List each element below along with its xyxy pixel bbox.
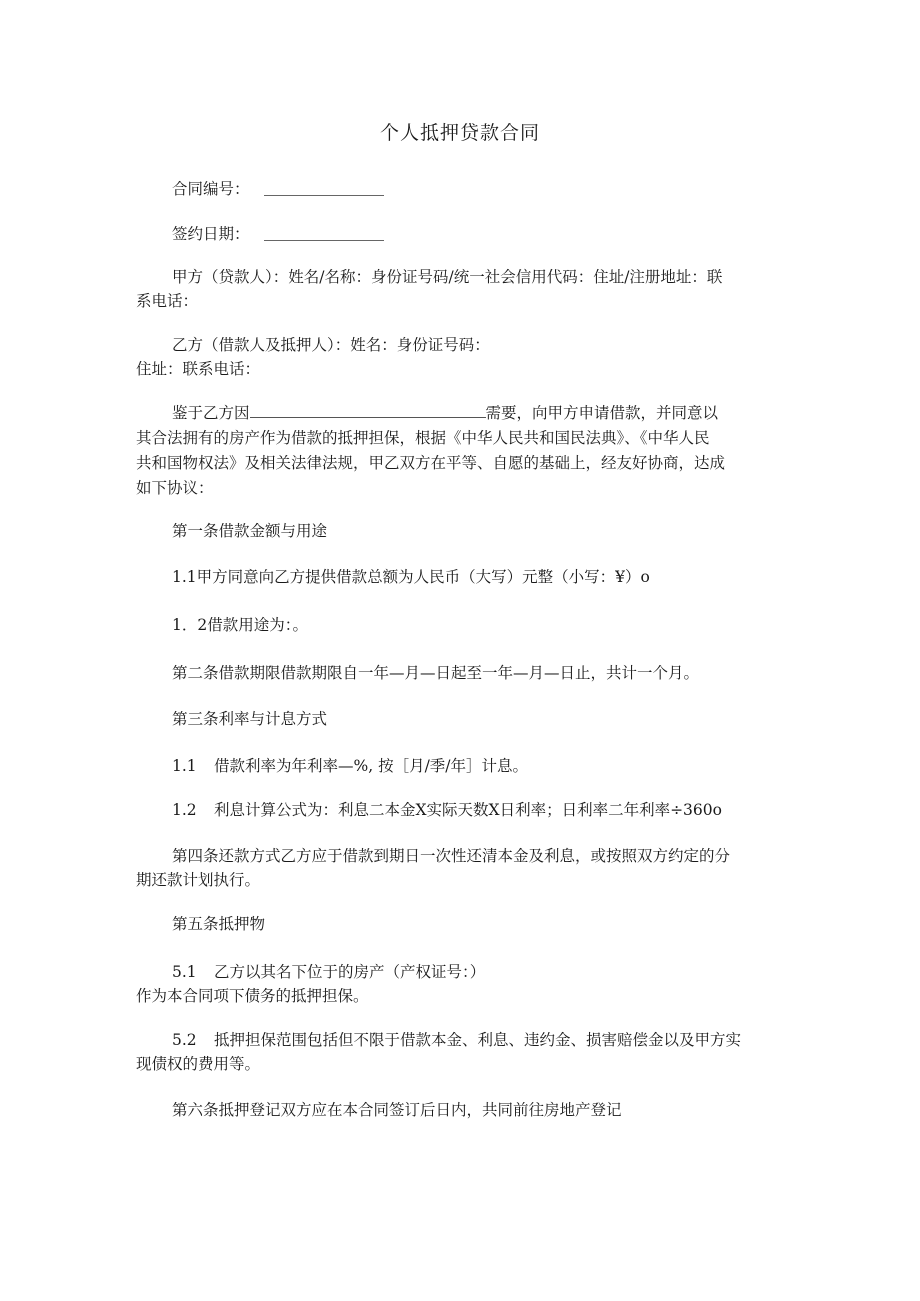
article-5-1-text: 乙方以其名下位于的房产（产权证号：） (214, 963, 486, 981)
preamble-line4: 如下协议： (136, 479, 214, 497)
article-5-title: 第五条抵押物 (172, 915, 266, 933)
article-3-2-num: 1.2 (172, 801, 197, 819)
article-4-line2: 期还款计划执行。 (136, 871, 261, 889)
article-2: 第二条借款期限借款期限自一年—月—日起至一年—月—日止，共计一个月。 (172, 664, 700, 682)
party-a-line1: 甲方（贷款人）：姓名/名称：身份证号码/统一社会信用代码：住址/注册地址：联 (172, 268, 723, 286)
article-5-1-num: 5.1 (172, 963, 197, 981)
party-a-line2: 系电话： (136, 292, 199, 310)
contract-no-label: 合同编号： (172, 180, 250, 198)
sign-date-label: 签约日期： (172, 225, 250, 243)
contract-no-blank[interactable] (264, 194, 384, 196)
article-5-1-line2: 作为本合同项下债务的抵押担保。 (136, 987, 369, 1005)
article-4-line1: 第四条还款方式乙方应于借款到期日一次性还清本金及利息，或按照双方约定的分 (172, 847, 731, 865)
article-5-2-text: 抵押担保范围包括但不限于借款本金、利息、违约金、损害赔偿金以及甲方实 (214, 1031, 742, 1049)
preamble-line2: 其合法拥有的房产作为借款的抵押担保，根据《中华人民共和国民法典》、《中华人民 (136, 429, 710, 447)
preamble-line1-b: 需要，向甲方申请借款，并同意以 (485, 404, 719, 422)
article-3-title: 第三条利率与计息方式 (172, 710, 328, 728)
article-5-2-line2: 现债权的费用等。 (136, 1055, 261, 1073)
article-1-2: 1．2借款用途为：。 (172, 616, 308, 634)
article-1-1: 1.1甲方同意向乙方提供借款总额为人民币（大写）元整（小写：¥）o (172, 568, 650, 586)
article-6: 第六条抵押登记双方应在本合同签订后日内，共同前往房地产登记 (172, 1101, 622, 1119)
reason-blank[interactable] (250, 403, 486, 418)
preamble-line1 (172, 402, 718, 424)
preamble-line3: 共和国物权法》及相关法律法规，甲乙双方在平等、自愿的基础上，经友好协商，达成 (136, 454, 726, 472)
preamble-line1-a: 鉴于乙方因 (172, 404, 250, 422)
article-3-2-text: 利息计算公式为：利息二本金X实际天数X日利率；日利率二年利率÷360o (214, 801, 722, 819)
party-b-line1: 乙方（借款人及抵押人）：姓名：身份证号码： (172, 336, 490, 354)
article-1-title: 第一条借款金额与用途 (172, 522, 328, 540)
article-3-1-text: 借款利率为年利率—%, 按［月/季/年］计息。 (214, 757, 529, 775)
document-title: 个人抵押贷款合同 (379, 122, 540, 144)
article-5-2-num: 5.2 (172, 1031, 197, 1049)
party-b-line2: 住址：联系电话： (136, 360, 261, 378)
sign-date-blank[interactable] (264, 239, 384, 241)
article-3-1-num: 1.1 (172, 757, 197, 775)
